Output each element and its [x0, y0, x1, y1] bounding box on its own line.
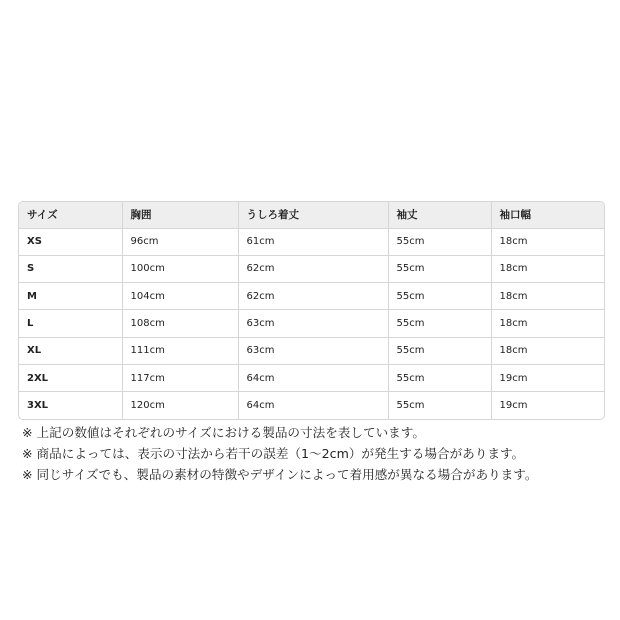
cell-chest: 104cm	[122, 283, 238, 310]
cell-back-length: 61cm	[238, 228, 388, 255]
note-tolerance: ※ 商品によっては、表示の寸法から若干の誤差（1～2cm）が発生する場合があります。	[22, 446, 525, 461]
table-row	[19, 310, 605, 337]
cell-cuff-width: 18cm	[491, 283, 605, 310]
cell-cuff-width: 18cm	[491, 310, 605, 337]
cell-sleeve-length: 55cm	[388, 364, 491, 391]
cell-size: 2XL	[19, 364, 122, 391]
cell-cuff-width: 18cm	[491, 255, 605, 282]
header-chest: 胸囲	[122, 202, 238, 228]
cell-sleeve-length: 55cm	[388, 255, 491, 282]
cell-chest: 111cm	[122, 337, 238, 364]
header-size: サイズ	[19, 202, 122, 228]
cell-back-length: 64cm	[238, 364, 388, 391]
cell-cuff-width: 18cm	[491, 228, 605, 255]
cell-back-length: 63cm	[238, 337, 388, 364]
cell-size: L	[19, 310, 122, 337]
table-row	[19, 283, 605, 310]
cell-sleeve-length: 55cm	[388, 228, 491, 255]
cell-chest: 96cm	[122, 228, 238, 255]
cell-size: 3XL	[19, 392, 122, 419]
table-row	[19, 255, 605, 282]
header-back-length: うしろ着丈	[238, 202, 388, 228]
cell-back-length: 62cm	[238, 283, 388, 310]
cell-size: XL	[19, 337, 122, 364]
size-table	[19, 202, 605, 419]
table-row	[19, 228, 605, 255]
header-cuff-width: 袖口幅	[491, 202, 605, 228]
size-table-container	[18, 201, 605, 420]
cell-back-length: 64cm	[238, 392, 388, 419]
cell-chest: 117cm	[122, 364, 238, 391]
cell-sleeve-length: 55cm	[388, 337, 491, 364]
cell-sleeve-length: 55cm	[388, 392, 491, 419]
table-header-row	[19, 202, 605, 228]
table-row	[19, 337, 605, 364]
cell-cuff-width: 19cm	[499, 400, 528, 412]
cell-cuff-width: 19cm	[491, 364, 605, 391]
note-measurement: ※ 上記の数値はそれぞれのサイズにおける製品の寸法を表しています。	[22, 425, 425, 440]
cell-back-length: 63cm	[238, 310, 388, 337]
cell-size: XS	[19, 228, 122, 255]
cell-sleeve-length: 55cm	[388, 283, 491, 310]
cell-size: M	[19, 283, 122, 310]
cell-chest: 120cm	[122, 392, 238, 419]
notes	[22, 422, 612, 485]
cell-size: S	[19, 255, 122, 282]
cell-sleeve-length: 55cm	[388, 310, 491, 337]
note-fit: ※ 同じサイズでも、製品の素材の特徴やデザインによって着用感が異なる場合があります。	[22, 467, 538, 482]
table-row	[19, 364, 605, 391]
header-sleeve-length: 袖丈	[388, 202, 491, 228]
cell-back-length: 62cm	[238, 255, 388, 282]
table-row	[19, 392, 605, 419]
cell-cuff-width: 18cm	[491, 337, 605, 364]
cell-chest: 108cm	[122, 310, 238, 337]
cell-chest: 100cm	[122, 255, 238, 282]
